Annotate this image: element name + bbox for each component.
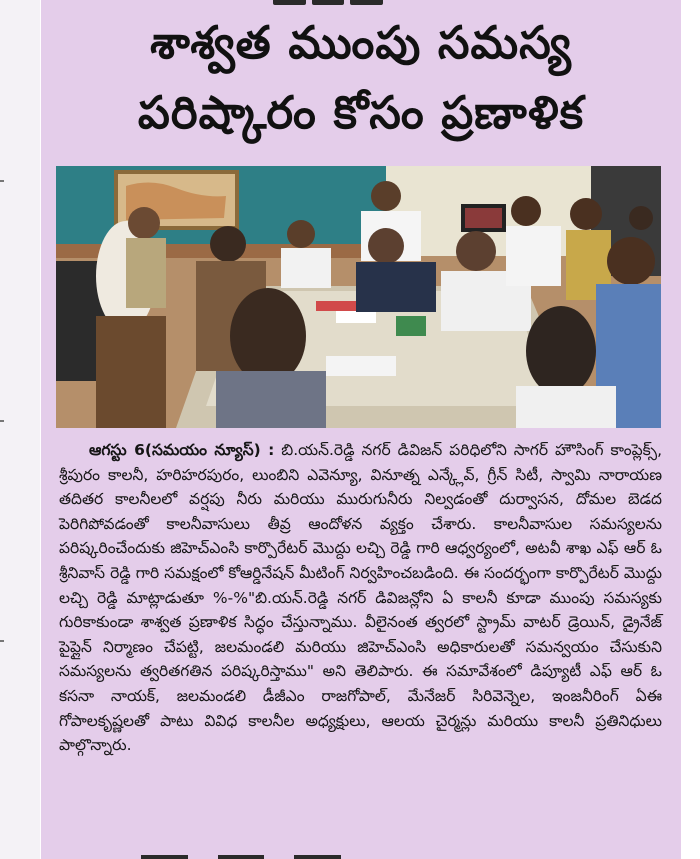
clipping-edge-marks-bottom bbox=[141, 855, 341, 859]
clipping-edge-marks bbox=[273, 0, 383, 5]
margin-tick bbox=[0, 420, 4, 422]
page-margin-strip bbox=[0, 0, 40, 859]
news-clipping bbox=[41, 0, 681, 859]
article-body bbox=[59, 438, 662, 758]
meeting-photo bbox=[56, 166, 661, 428]
margin-tick bbox=[0, 180, 4, 182]
dateline: ఆగస్టు 6(సమయం న్యూస్) : bbox=[89, 441, 275, 459]
headline-line-1: శాశ్వత ముంపు సమస్య bbox=[150, 16, 572, 69]
article-body-text: బి.యన్.రెడ్డి నగర్ డివిజన్ పరిధిలోని సాగర్ హౌసింగ్ కాంప్లెక్స్, శ్రీపురం కాలనీ, హరిహరపురం, లుంబిని ఎవెన్యూ, వినూత్న ఎన్క్లేవ్, గ్రీన్ సిటీ, స్వామి నారాయణ తదితర కాలనీలలో వర్షపు నీరు మరియు మురుగునీరు నిల్వడంతో దుర్వాసన, దోమల బెడద పెరిగిపోవడంతో కాలనీవాసులు తీవ్ర ఆందోళన వ్యక్తం చేశారు. కాలనీవాసుల సమస్యలను పరిష్కరించేందుకు జిహెచ్ఎంసి కార్పొరేటర్ మొద్దు లచ్చి రెడ్డి గారి ఆధ్వర్యంలో, అటవీ శాఖ ఎఫ్ ఆర్ ఓ శ్రీనివాస్ రెడ్డి గారి సమక్షంలో కోఆర్డినేషన్ మీటింగ్ నిర్వహించబడింది. ఈ సందర్భంగా కార్పొరేటర్ మొద్దు లచ్చి రెడ్డి మాట్లాడుతూ %-%"బి.యన్.రెడ్డి నగర్ డివిజన్లోని ఏ కాలనీ కూడా ముంపు సమస్యకు గురికాకుండా శాశ్వత ప్రణాళిక సిద్ధం చేస్తున్నాము. వీలైనంత త్వరలో స్ట్రామ్ వాటర్ డ్రెయిన్, డ్రైనేజ్ పైప్లైన్ నిర్మాణం చేపట్టి, జలమండలి మరియు జిహెచ్ఎంసి అధికారులతో సమన్వయం చేసుకుని సమస్యలను త్వరితగతిన పరిష్కరిస్తాము" అని తెలిపారు. ఈ సమావేశంలో డిప్యూటీ ఎఫ్ ఆర్ ఓ కసనా నాయక్, జలమండలి డీజీఎం రాజగోపాల్, మేనేజర్ సిరివెన్నెల, ఇంజనీరింగ్ ఏఈ గోపాలకృష్ణలతో పాటు వివిధ కాలనీల అధ్యక్షులు, ఆలయ చైర్మన్లు మరియు కాలనీ ప్రతినిధులు పాల్గొన్నారు. bbox=[59, 441, 662, 755]
headline-line-2: పరిష్కారం కోసం ప్రణాళిక bbox=[137, 86, 585, 139]
headline bbox=[41, 8, 681, 148]
margin-tick bbox=[0, 640, 4, 642]
